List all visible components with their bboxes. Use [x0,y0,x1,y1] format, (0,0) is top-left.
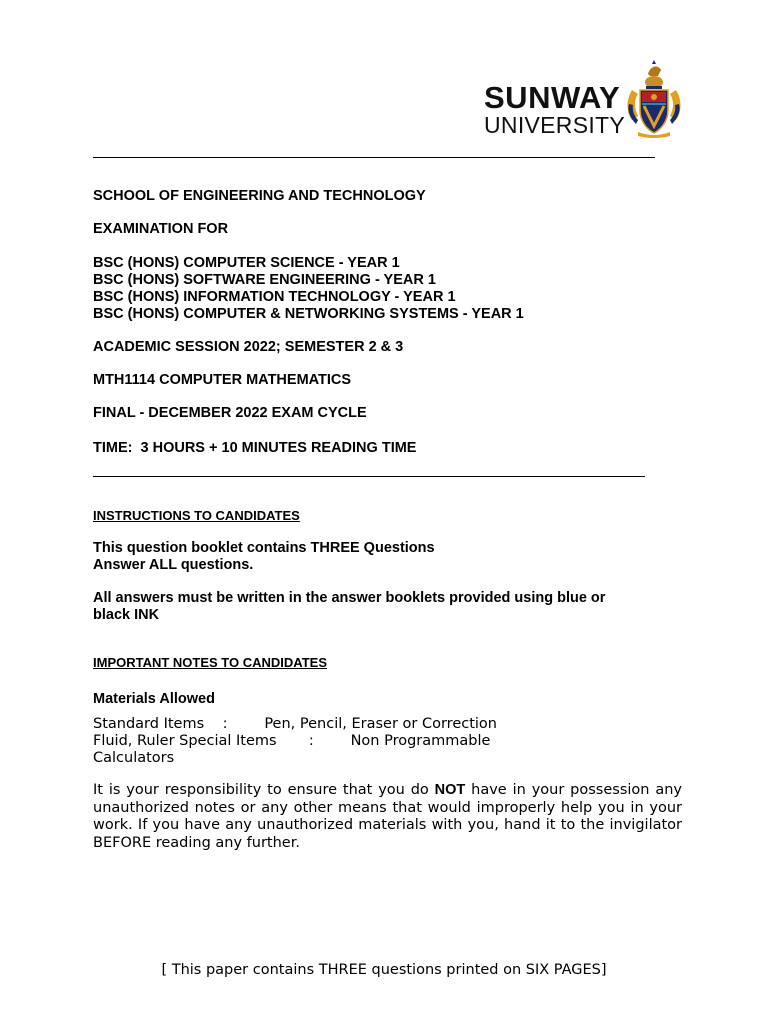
materials-line-standard: Standard Items : Pen, Pencil, Eraser or Correction [93,716,497,732]
university-crest-icon [624,60,684,138]
responsibility-text-after: have in your possession any unauthorized notes or any other means that would improperly help you in your work. If you have any unauthorized materials with you, hand it to the invigilator BEFORE reading any further. [93,782,683,851]
programme-information-technology: BSC (HONS) INFORMATION TECHNOLOGY - YEAR 1 [93,289,456,305]
responsibility-text-before: It is your responsibility to ensure that you do [93,782,435,798]
responsibility-paragraph [93,782,682,852]
examination-for: EXAMINATION FOR [93,221,229,237]
exam-duration: TIME: 3 HOURS + 10 MINUTES READING TIME [93,440,417,456]
materials-list [93,716,553,767]
instruction-answer-all: Answer ALL questions. [93,557,254,573]
page-count-footer: [ This paper contains THREE questions printed on SIX PAGES] [161,962,607,978]
responsibility-emphasis-not: NOT [434,782,466,798]
exam-cycle: FINAL - DECEMBER 2022 EXAM CYCLE [93,405,367,421]
programme-computer-networking: BSC (HONS) COMPUTER & NETWORKING SYSTEMS - YEAR 1 [93,306,524,322]
instruction-ink-line1: All answers must be written in the answer booklets provided using blue or [93,590,606,606]
materials-line-calculators: Calculators [93,750,175,766]
programme-computer-science: BSC (HONS) COMPUTER SCIENCE - YEAR 1 [93,255,400,271]
header-bottom-divider [93,476,645,477]
academic-session: ACADEMIC SESSION 2022; SEMESTER 2 & 3 [93,339,404,355]
logo-wordmark-university: UNIVERSITY [484,112,626,138]
school-name: SCHOOL OF ENGINEERING AND TECHNOLOGY [93,188,426,204]
logo-wordmark-sunway: SUNWAY [484,80,621,115]
sunway-university-logo [482,60,686,140]
course-title: MTH1114 COMPUTER MATHEMATICS [93,372,352,388]
top-divider [93,157,655,158]
notes-heading: IMPORTANT NOTES TO CANDIDATES [93,655,327,670]
instructions-heading: INSTRUCTIONS TO CANDIDATES [93,508,300,523]
instruction-question-count: This question booklet contains THREE Questions [93,540,435,556]
instruction-ink-line2: black INK [93,607,160,623]
materials-line-special: Fluid, Ruler Special Items : Non Programmable [93,733,491,749]
programme-software-engineering: BSC (HONS) SOFTWARE ENGINEERING - YEAR 1 [93,272,436,288]
materials-allowed-heading: Materials Allowed [93,691,215,707]
